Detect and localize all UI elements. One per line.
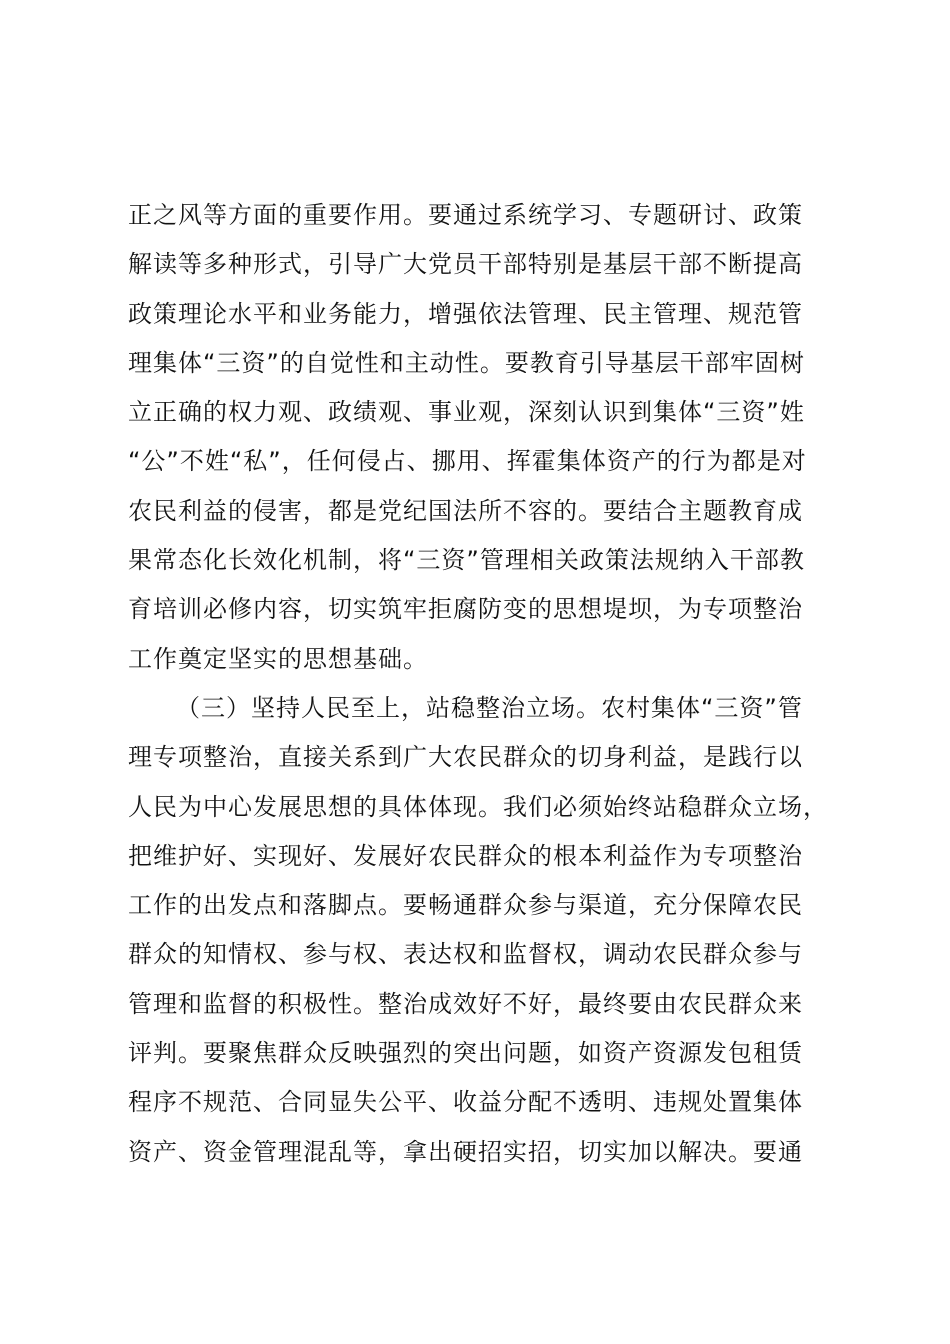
text-line: 工作奠定坚实的思想基础。: [128, 644, 428, 673]
text-line: 工作的出发点和落脚点。要畅通群众参与渠道，充分保障农民: [128, 891, 803, 920]
text-line: 果常态化长效化机制，将“三资”管理相关政策法规纳入干部教: [128, 546, 805, 575]
body-text: [128, 191, 848, 1177]
text-line: 资产、资金管理混乱等，拿出硬招实招，切实加以解决。要通: [128, 1137, 803, 1166]
text-line: 管理和监督的积极性。整治成效好不好，最终要由农民群众来: [128, 989, 803, 1018]
text-line: 正之风等方面的重要作用。要通过系统学习、专题研讨、政策: [128, 201, 803, 229]
text-line: 立正确的权力观、政绩观、事业观，深刻认识到集体“三资”姓: [128, 398, 805, 427]
text-line: 群众的知情权、参与权、表达权和监督权，调动农民群众参与: [128, 940, 803, 969]
text-line: 农民利益的侵害，都是党纪国法所不容的。要结合主题教育成: [128, 496, 803, 525]
text-line: 评判。要聚焦群众反映强烈的突出问题，如资产资源发包租赁: [128, 1039, 803, 1068]
text-line: 理集体“三资”的自觉性和主动性。要教育引导基层干部牢固树: [128, 348, 805, 377]
text-line: 理专项整治，直接关系到广大农民群众的切身利益，是践行以: [128, 743, 803, 772]
text-line: 解读等多种形式，引导广大党员干部特别是基层干部不断提高: [128, 250, 803, 279]
section-heading-line: （三）坚持人民至上，站稳整治立场。农村集体“三资”管: [176, 693, 803, 722]
text-line: 程序不规范、合同显失公平、收益分配不透明、违规处置集体: [128, 1088, 803, 1117]
text-line: 人民为中心发展思想的具体体现。我们必须始终站稳群众立场，: [128, 792, 828, 821]
text-line: 育培训必修内容，切实筑牢拒腐防变的思想堤坝，为专项整治: [128, 595, 803, 624]
text-line: 把维护好、实现好、发展好农民群众的根本利益作为专项整治: [128, 841, 803, 870]
text-line: 政策理论水平和业务能力，增强依法管理、民主管理、规范管: [128, 299, 803, 328]
text-line: “公”不姓“私”，任何侵占、挪用、挥霍集体资产的行为都是对: [128, 447, 807, 476]
